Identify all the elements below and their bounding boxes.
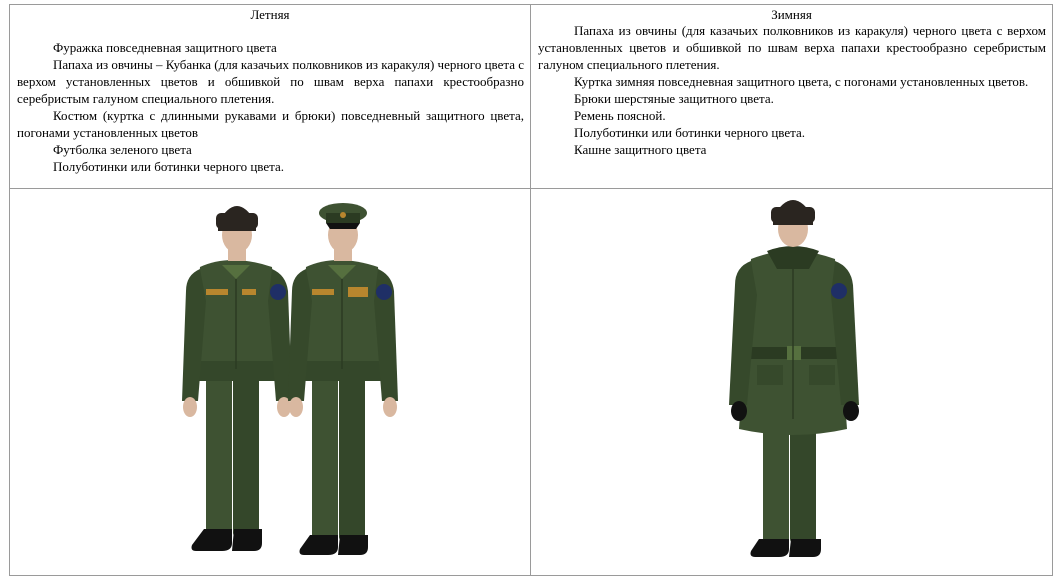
summer-item: Фуражка повседневная защитного цвета	[53, 40, 277, 55]
summer-uniform-illustration	[10, 189, 530, 575]
summer-item: Полуботинки или ботинки черного цвета.	[53, 159, 284, 174]
winter-image-cell	[531, 189, 1053, 576]
summer-text-cell	[10, 5, 531, 189]
winter-text-cell	[531, 5, 1053, 189]
text-row	[10, 5, 1053, 189]
image-row	[10, 189, 1053, 576]
winter-item: Ремень поясной.	[574, 108, 666, 123]
summer-title: Летняя	[250, 7, 290, 22]
winter-item: Куртка зимняя повседневная защитного цвета, с погонами установленных цветов.	[574, 74, 1029, 89]
uniform-table	[9, 4, 1053, 576]
winter-item: Полуботинки или ботинки черного цвета.	[574, 125, 805, 140]
winter-uniform-illustration	[531, 189, 1052, 575]
winter-item: Папаха из овчины (для казачьих полковников из каракуля) черного цвета с верхом установленных цветов и обшивкой по швам верха папахи крестообразно серебристым галуном специального плетения.	[538, 23, 1046, 72]
summer-list	[10, 22, 530, 175]
summer-image-cell	[10, 189, 531, 576]
winter-item: Кашне защитного цвета	[574, 142, 707, 157]
figure-cap-summer	[288, 203, 398, 555]
figure-papakha-winter	[729, 200, 859, 557]
figure-papakha-summer	[182, 206, 292, 551]
winter-list	[531, 22, 1052, 158]
summer-item: Папаха из овчины – Кубанка (для казачьих полковников из каракуля) черного цвета с верхом установленных цветов и обшивкой по швам верха папахи крестообразно серебристым галуном специального плетения.	[17, 57, 524, 106]
winter-item: Брюки шерстяные защитного цвета.	[574, 91, 774, 106]
summer-item: Костюм (куртка с длинными рукавами и брюки) повседневный защитного цвета, погонами установленных цветов	[17, 108, 524, 140]
winter-title: Зимняя	[771, 7, 812, 22]
summer-item: Футболка зеленого цвета	[53, 142, 192, 157]
